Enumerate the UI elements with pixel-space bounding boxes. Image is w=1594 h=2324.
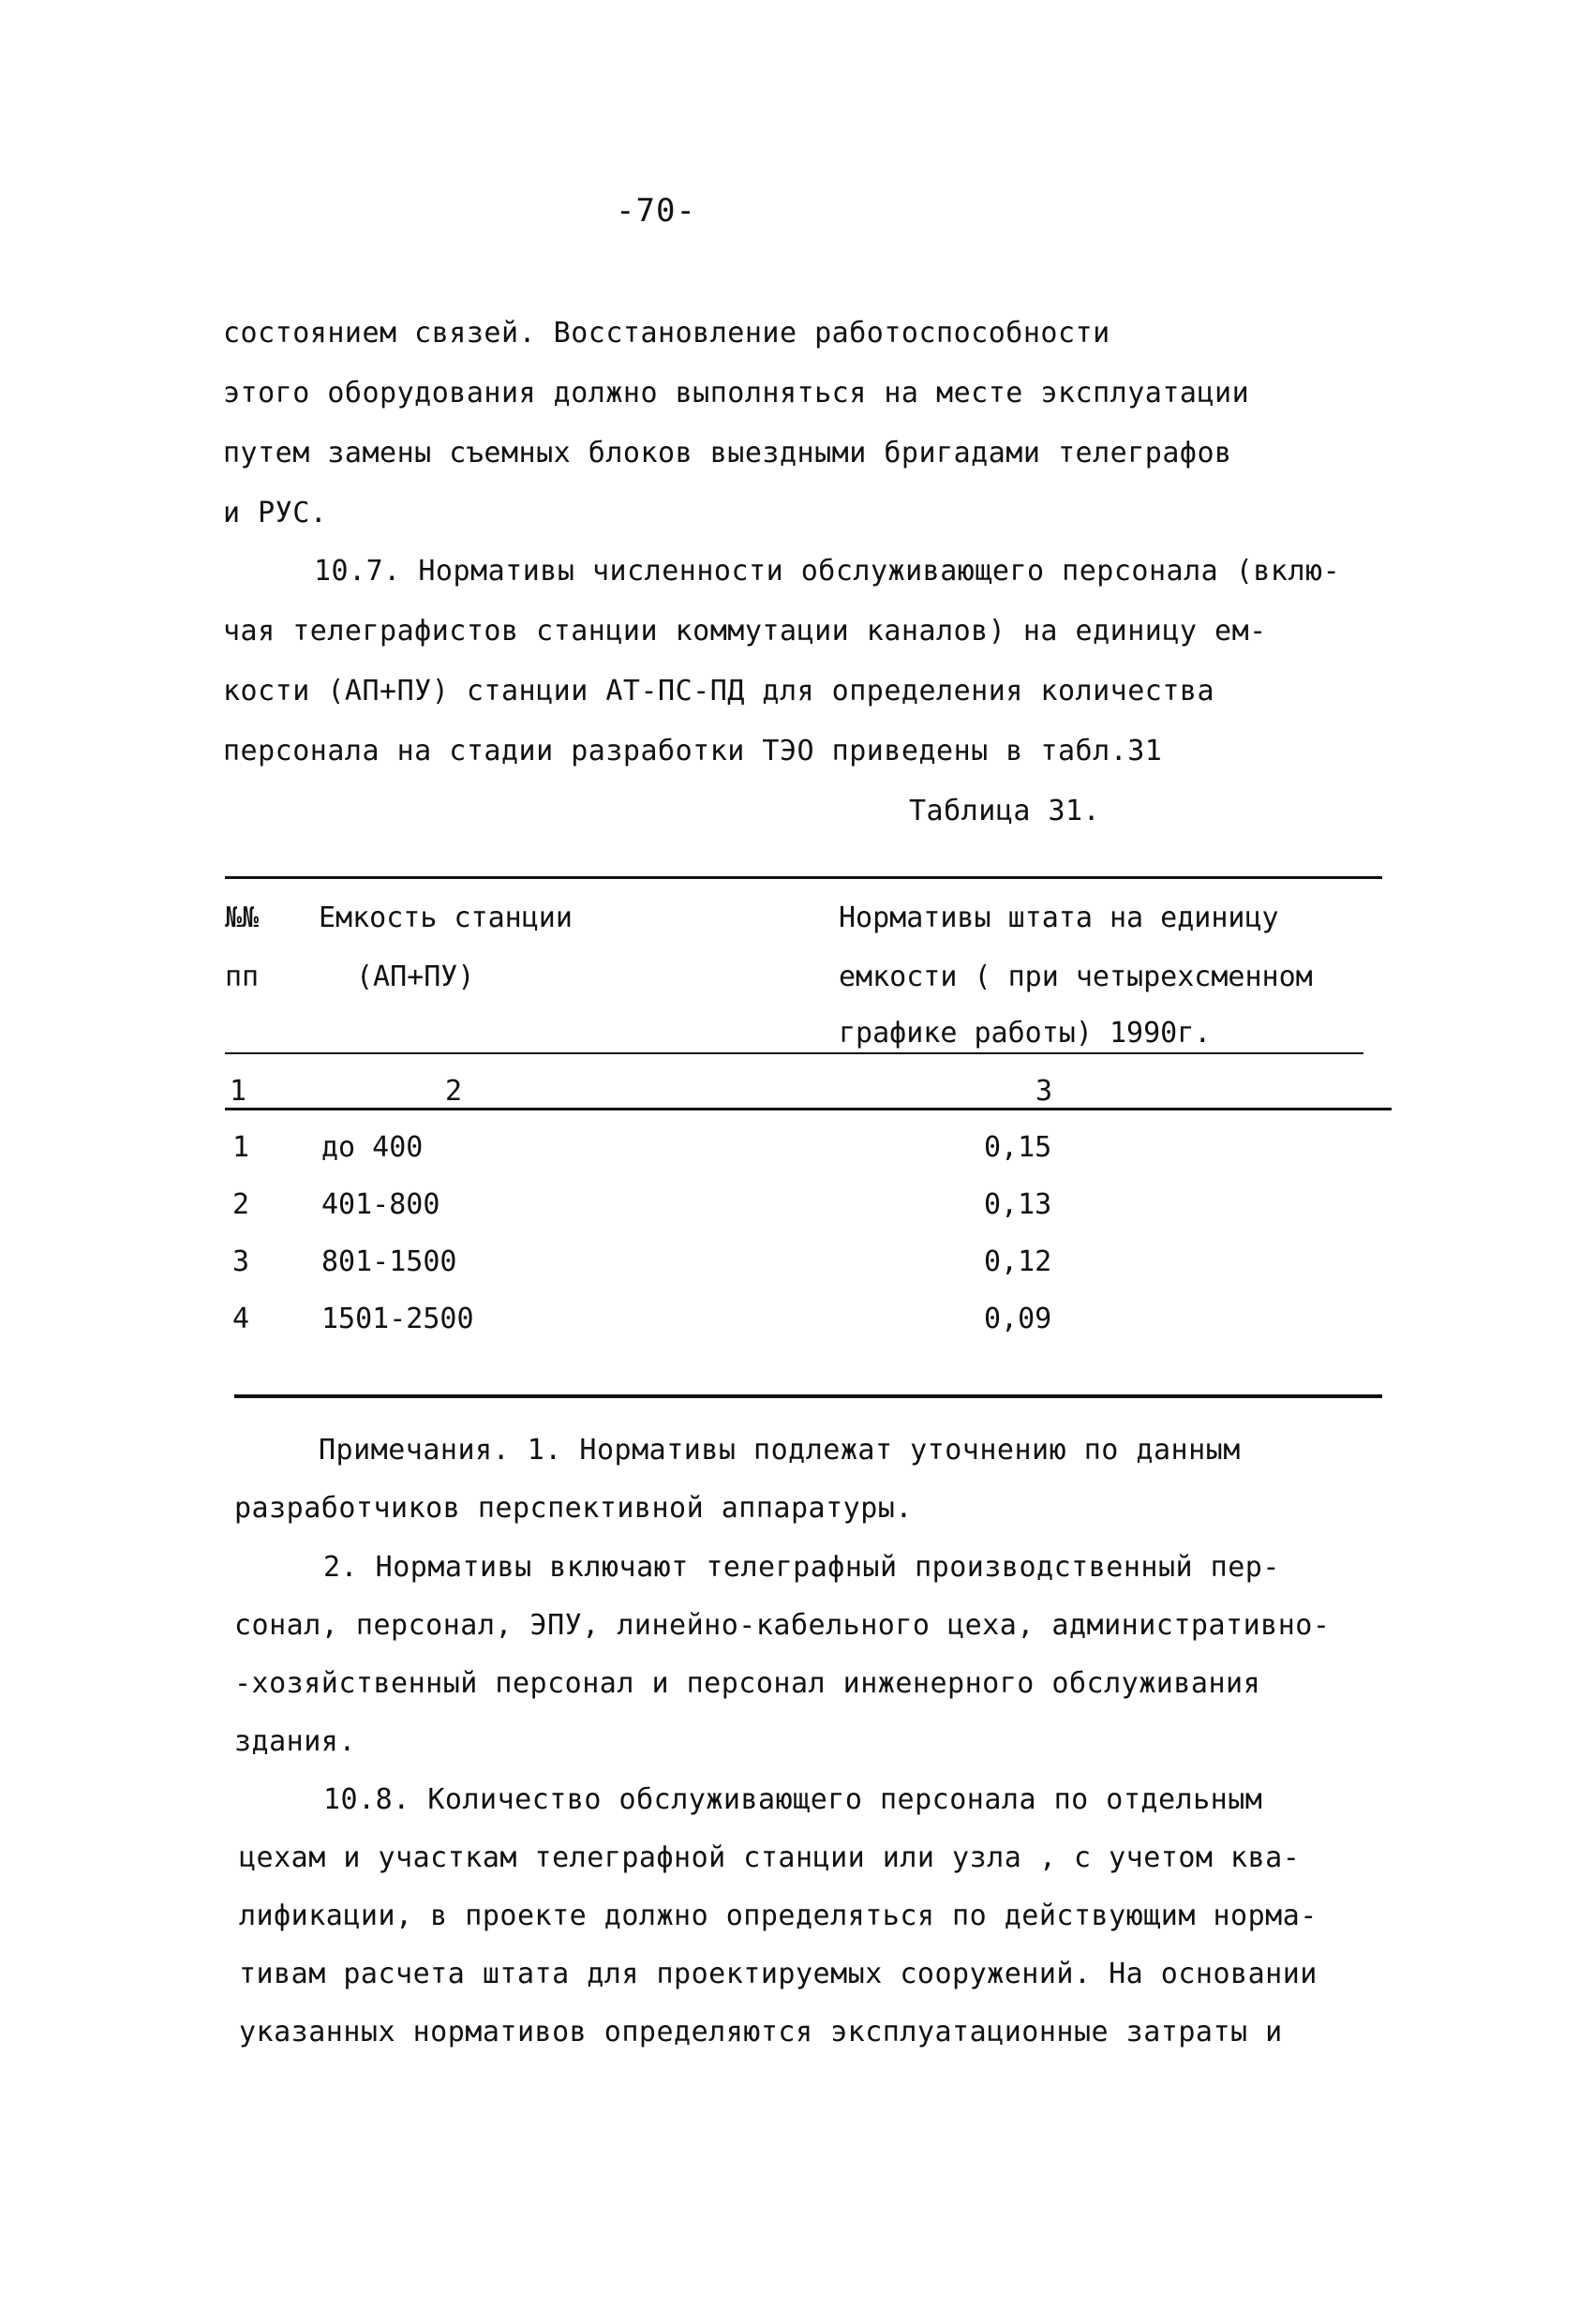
notes-line: Примечания. 1. Нормативы подлежат уточнению по данным — [319, 1434, 1241, 1467]
header-col3-line1: Нормативы штата на единицу — [839, 901, 1279, 934]
header-col2-line1: Емкость станции — [319, 901, 573, 934]
section-10-8-line: лификации, в проекте должно определяться по действующим норма- — [239, 1899, 1318, 1932]
row-number: 1 — [232, 1131, 250, 1164]
intro-line: путем замены съемных блоков выездными бригадами телеграфов — [223, 437, 1232, 469]
column-numbers-rule — [225, 1108, 1392, 1110]
table-top-rule — [225, 876, 1382, 879]
notes-line: сонал, персонал, ЭПУ, линейно-кабельного цеха, административно- — [234, 1609, 1331, 1642]
row-norm: 0,13 — [984, 1188, 1052, 1221]
notes-line: -хозяйственный персонал и персонал инженерного обслуживания — [234, 1667, 1261, 1700]
intro-line: и РУС. — [223, 497, 328, 529]
section-10-7-line: 10.7. Нормативы численности обслуживающего персонала (вклю- — [314, 555, 1341, 588]
header-col1-line1: №№ — [225, 901, 260, 934]
header-col1-line2: пп — [225, 961, 260, 993]
section-10-8-line: тивам расчета штата для проектируемых сооружений. На основании — [239, 1958, 1318, 1990]
section-10-8-line: 10.8. Количество обслуживающего персонала по отдельным — [323, 1783, 1263, 1816]
row-capacity: до 400 — [321, 1131, 424, 1164]
table-bottom-rule — [234, 1394, 1382, 1398]
header-col3-line2: емкости ( при четырехсменном — [839, 961, 1313, 993]
row-capacity: 401-800 — [321, 1188, 440, 1221]
header-col3-line3: графике работы) 1990г. — [839, 1017, 1212, 1050]
header-col2-line2: (АП+ПУ) — [356, 961, 475, 993]
notes-line: 2. Нормативы включают телеграфный производственный пер- — [323, 1551, 1280, 1584]
section-10-8-line: указанных нормативов определяются эксплуатационные затраты и — [239, 2016, 1283, 2048]
intro-line: состоянием связей. Восстановление работоспособности — [223, 317, 1110, 350]
row-norm: 0,15 — [984, 1131, 1052, 1164]
header-divider-rule — [225, 1052, 1363, 1054]
page-number: -70- — [616, 192, 696, 230]
row-capacity: 1501-2500 — [321, 1303, 474, 1335]
row-norm: 0,12 — [984, 1245, 1052, 1278]
section-10-7-line: персонала на стадии разработки ТЭО приведены в табл.31 — [223, 735, 1163, 767]
column-number-1: 1 — [230, 1075, 247, 1108]
intro-line: этого оборудования должно выполняться на месте эксплуатации — [223, 377, 1250, 410]
notes-line: разработчиков перспективной аппаратуры. — [234, 1492, 913, 1525]
section-10-8-line: цехам и участкам телеграфной станции или узла , с учетом ква- — [239, 1841, 1301, 1874]
row-number: 2 — [232, 1188, 250, 1221]
section-10-7-line: кости (АП+ПУ) станции АТ-ПС-ПД для определения количества — [223, 675, 1215, 708]
notes-line: здания. — [234, 1725, 356, 1758]
column-number-3: 3 — [1035, 1075, 1053, 1108]
row-capacity: 801-1500 — [321, 1245, 457, 1278]
column-number-2: 2 — [445, 1075, 463, 1108]
row-norm: 0,09 — [984, 1303, 1052, 1335]
row-number: 4 — [232, 1303, 250, 1335]
table-caption: Таблица 31. — [909, 795, 1101, 827]
row-number: 3 — [232, 1245, 250, 1278]
section-10-7-line: чая телеграфистов станции коммутации каналов) на единицу ем- — [223, 615, 1267, 648]
